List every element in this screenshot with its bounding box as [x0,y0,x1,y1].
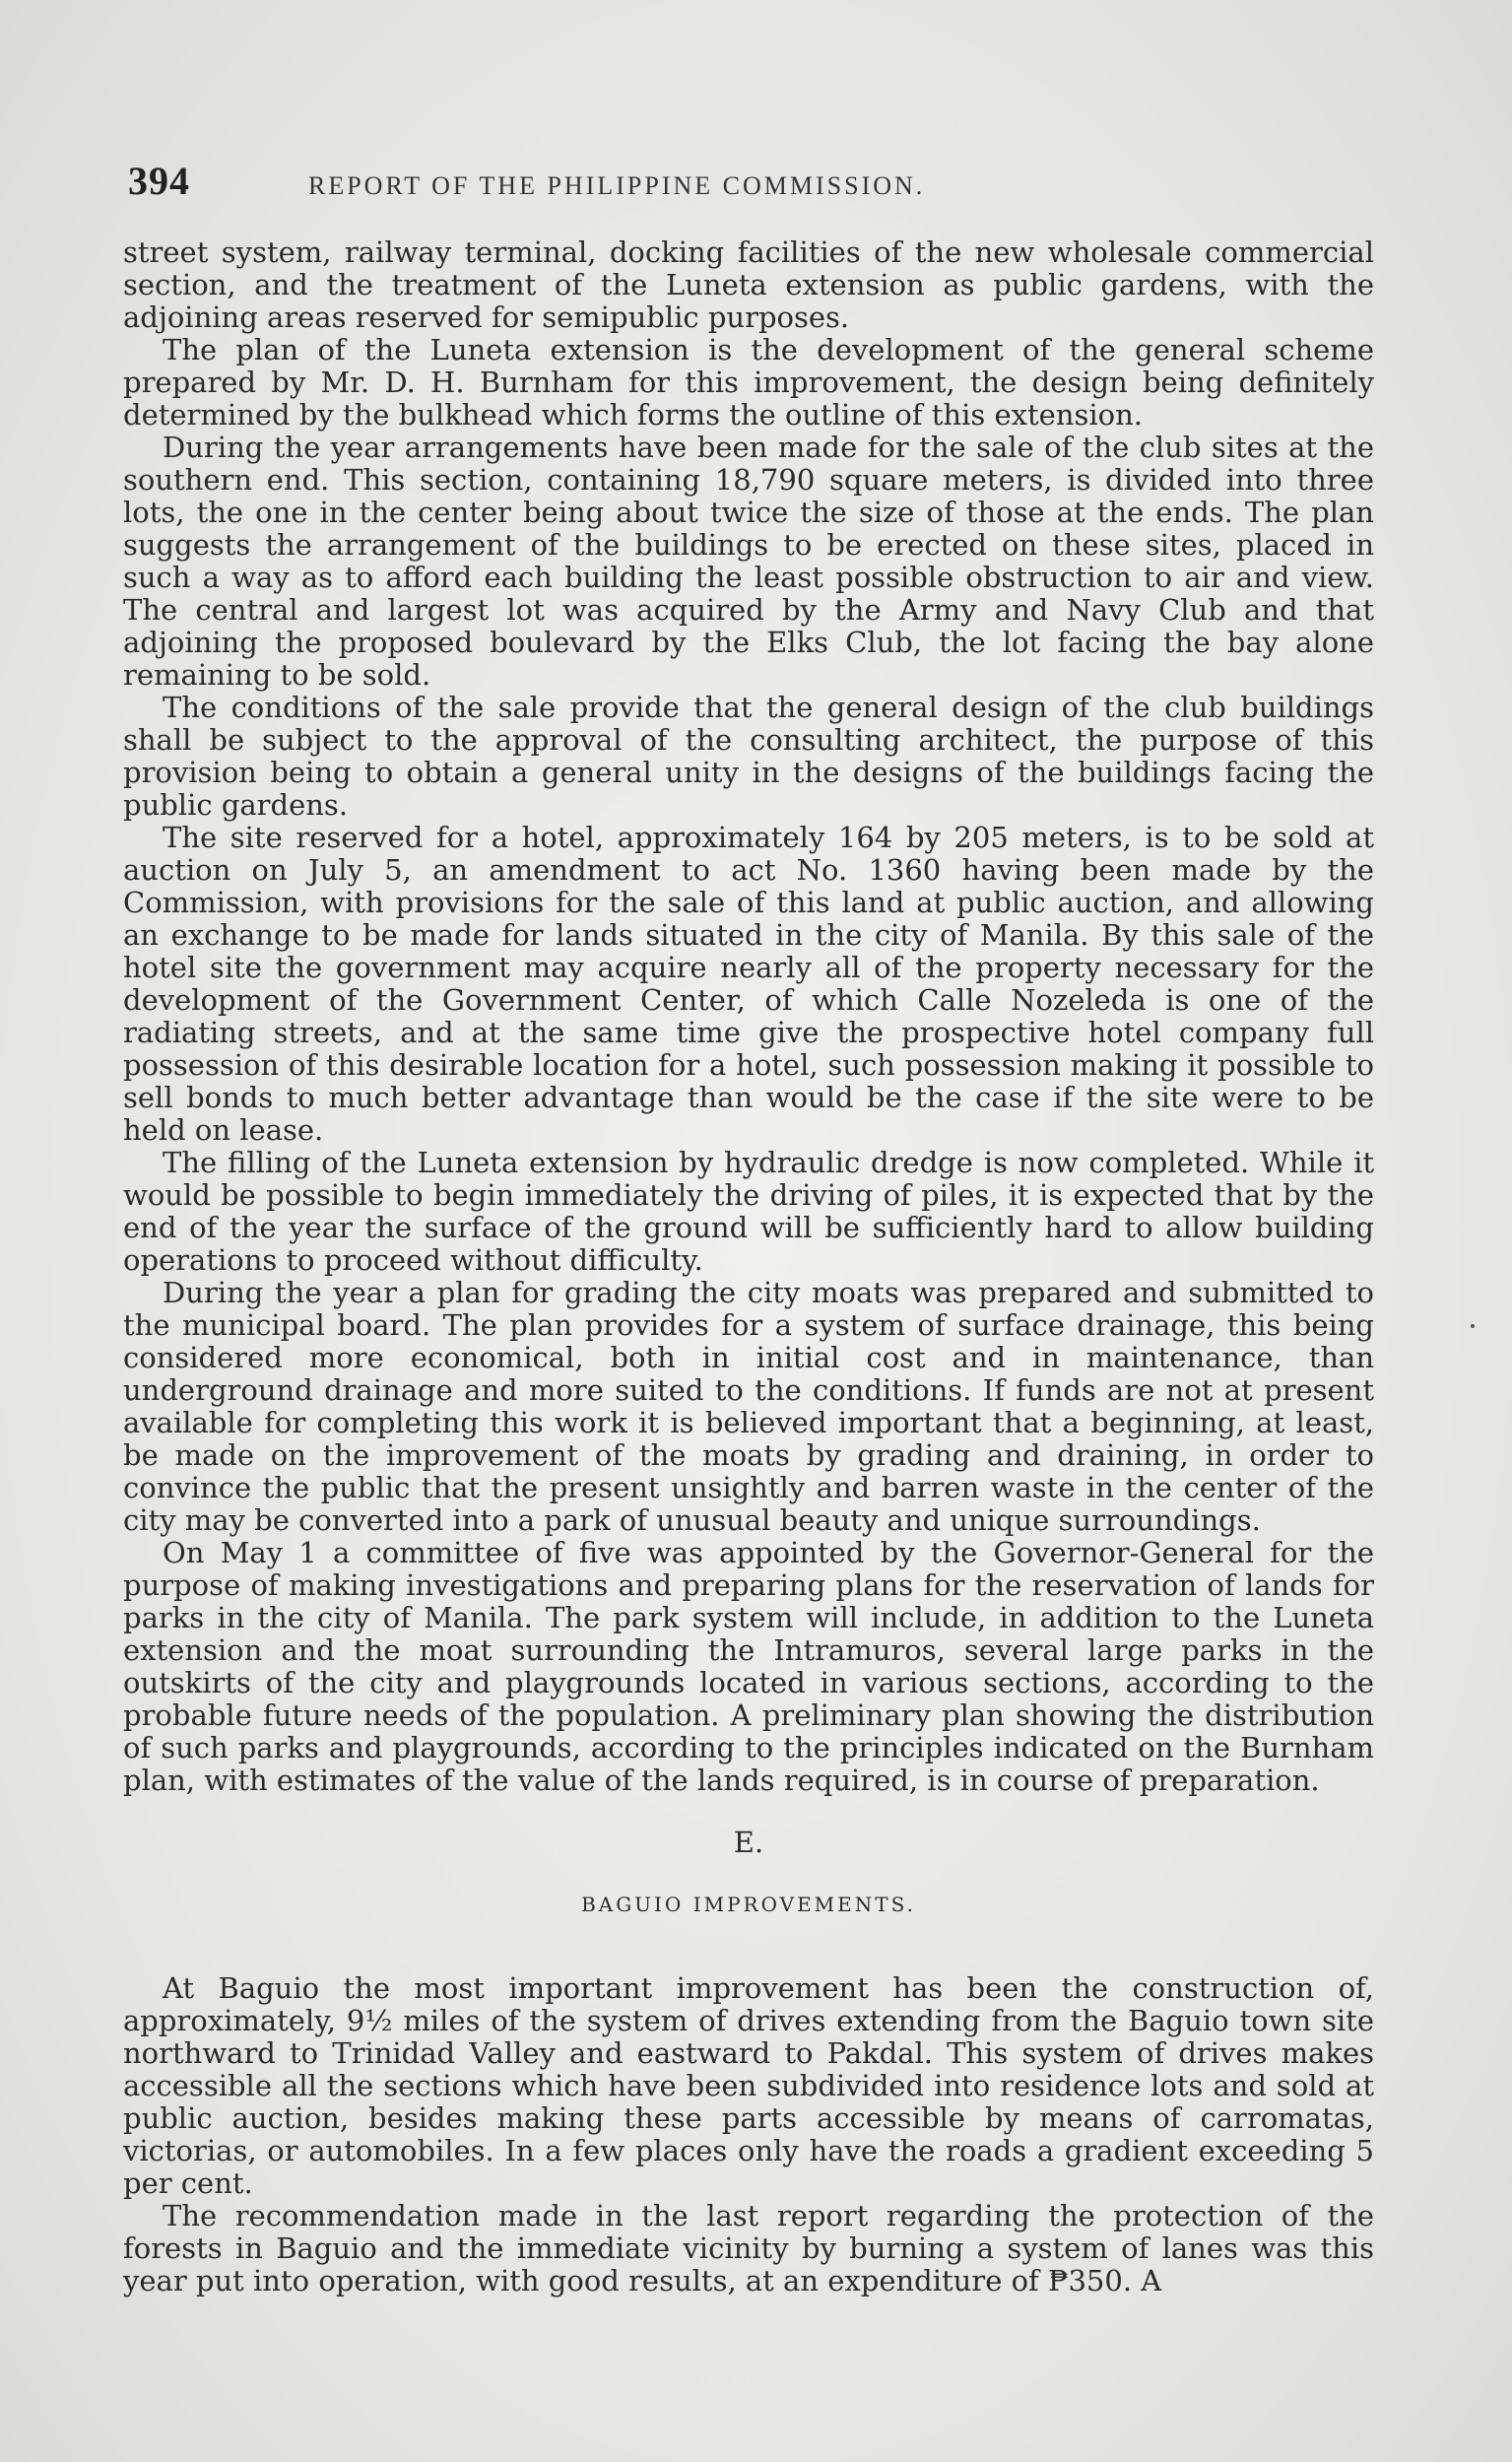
paragraph: The recommendation made in the last report regarding the protection of the forests in Baguio and the immediate vicinity by burning a system of lanes was this year put into operation, with good results, at an expenditure of ₱350. A [123,2199,1374,2297]
page-header [128,158,1389,204]
paragraph: During the year a plan for grading the city moats was prepared and submitted to the municipal board. The plan provides for a system of surface drainage, this being considered more economical, both in initial cost and in maintenance, than underground drainage and more suited to the conditions. If funds are not at present available for completing this work it is believed important that a beginning, at least, be made on the improvement of the moats by grading and draining, in order to convince the public that the present unsightly and barren waste in the center of the city may be converted into a park of unusual beauty and unique surroundings. [123,1276,1374,1537]
paragraph: The filling of the Luneta extension by hydraulic dredge is now completed. While it would be possible to begin immediately the driving of piles, it is expected that by the end of the year the surface of the ground will be sufficiently hard to allow building operations to proceed without difficulty. [123,1146,1374,1277]
paragraph: The plan of the Luneta extension is the development of the general scheme prepared by Mr. D. H. Burnham for this improvement, the design being definitely determined by the bulkhead which forms the outline of this extension. [123,333,1374,432]
running-head: REPORT OF THE PHILIPPINE COMMISSION. [308,171,926,200]
paragraph: At Baguio the most important improvement has been the construction of, approximately, 9½ miles of the system of drives extending from the Baguio town site northward to Trinidad Valley and eastward to Pakdal. This system of drives makes accessible all the sections which have been subdivided into residence lots and sold at public auction, besides making these parts accessible by means of carromatas, victorias, or automobiles. In a few places only have the roads a gradient exceeding 5 per cent. [123,1971,1374,2200]
page-speck [1471,1324,1475,1328]
paragraph: On May 1 a committee of five was appointed by the Governor-General for the purpose of making investigations and preparing plans for the reservation of lands for parks in the city of Manila. The park system will include, in addition to the Luneta extension and the moat surrounding the Intramuros, several large parks in the outskirts of the city and playgrounds located in various sections, according to the probable future needs of the population. A preliminary plan showing the distribution of such parks and playgrounds, according to the principles indicated on the Burnham plan, with estimates of the value of the lands required, is in course of preparation. [123,1536,1374,1797]
section-letter: E. [733,1826,764,1859]
page-body [123,236,1374,2297]
paragraph: The site reserved for a hotel, approximately 164 by 205 meters, is to be sold at auction on July 5, an amendment to act No. 1360 having been made by the Commission, with provisions for the sale of this land at public auction, and allowing an exchange to be made for lands situated in the city of Manila. By this sale of the hotel site the government may acquire nearly all of the property necessary for the development of the Government Center, of which Calle Nozeleda is one of the radiating streets, and at the same time give the prospective hotel company full possession of this desirable location for a hotel, such possession making it possible to sell bonds to much better advantage than would be the case if the site were to be held on lease. [123,821,1374,1147]
paragraph: street system, railway terminal, docking facilities of the new wholesale commercial section, and the treatment of the Luneta extension as public gardens, with the adjoining areas reserved for semipublic purposes. [123,235,1374,334]
section-title: BAGUIO IMPROVEMENTS. [581,1893,916,1916]
page-number: 394 [128,159,190,203]
paragraph: During the year arrangements have been made for the sale of the club sites at the southern end. This section, containing 18,790 square meters, is divided into three lots, the one in the center being about twice the size of those at the ends. The plan suggests the arrangement of the buildings to be erected on these sites, placed in such a way as to afford each building the least possible obstruction to air and view. The central and largest lot was acquired by the Army and Navy Club and that adjoining the proposed boulevard by the Elks Club, the lot facing the bay alone remaining to be sold. [123,431,1374,692]
paragraph: The conditions of the sale provide that the general design of the club buildings shall be subject to the approval of the consulting architect, the purpose of this provision being to obtain a general unity in the designs of the buildings facing the public gardens. [123,691,1374,822]
